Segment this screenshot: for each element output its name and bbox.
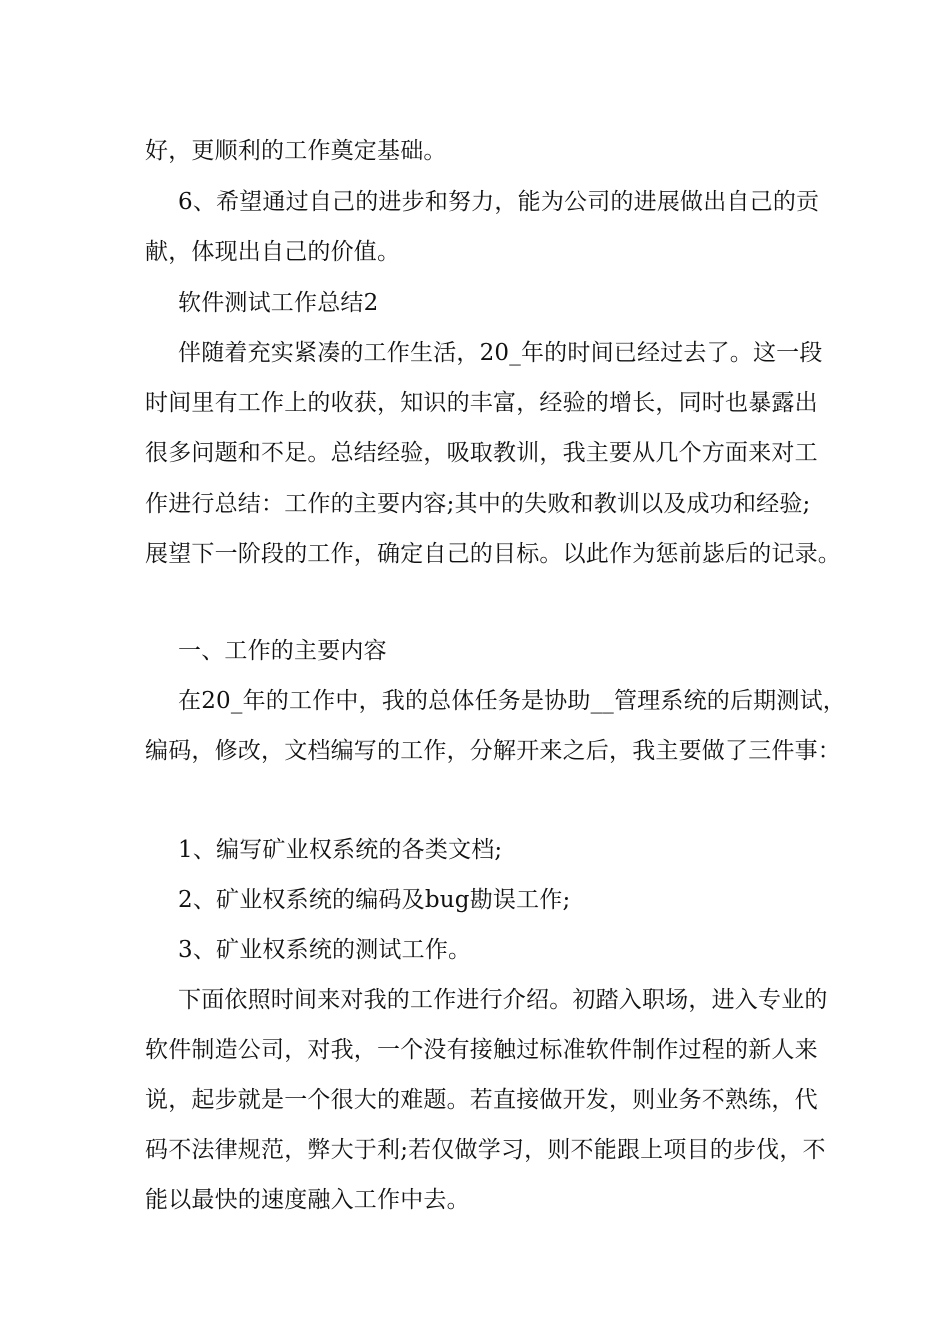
text-line: 能以最快的速度融入工作中去。 <box>145 1187 470 1213</box>
text-line: 编码，修改，文档编写的工作，分解开来之后，我主要做了三件事： <box>145 738 841 764</box>
text-line: 说，起步就是一个很大的难题。若直接做开发，则业务不熟练，代 <box>145 1087 818 1113</box>
text-line: 在20_年的工作中，我的总体任务是协助__管理系统的后期测试， <box>178 688 846 714</box>
text-line: 6、希望通过自己的进步和努力，能为公司的进展做出自己的贡 <box>178 189 820 215</box>
text-line: 很多问题和不足。总结经验，吸取教训，我主要从几个方面来对工 <box>145 440 818 466</box>
text-line: 展望下一阶段的工作，确定自己的目标。以此作为惩前毖后的记录。 <box>145 541 841 567</box>
list-item: 1、编写矿业权系统的各类文档; <box>178 837 503 863</box>
text-line: 码不法律规范，弊大于利;若仅做学习，则不能跟上项目的步伐，不 <box>145 1137 826 1163</box>
text-line: 献，体现出自己的价值。 <box>145 239 401 265</box>
section-heading: 软件测试工作总结2 <box>178 290 379 316</box>
list-item: 3、矿业权系统的测试工作。 <box>178 937 472 963</box>
section-heading: 一、工作的主要内容 <box>178 638 387 664</box>
text-line: 时间里有工作上的收获，知识的丰富，经验的增长，同时也暴露出 <box>145 390 818 416</box>
text-line: 作进行总结：工作的主要内容;其中的失败和教训以及成功和经验; <box>145 491 811 517</box>
text-line: 好，更顺利的工作奠定基础。 <box>145 138 447 164</box>
text-line: 伴随着充实紧凑的工作生活，20_年的时间已经过去了。这一段 <box>178 340 823 366</box>
list-item: 2、矿业权系统的编码及bug勘误工作; <box>178 887 571 913</box>
text-line: 下面依照时间来对我的工作进行介绍。初踏入职场，进入专业的 <box>178 987 828 1013</box>
text-line: 软件制造公司，对我，一个没有接触过标准软件制作过程的新人来 <box>145 1037 818 1063</box>
